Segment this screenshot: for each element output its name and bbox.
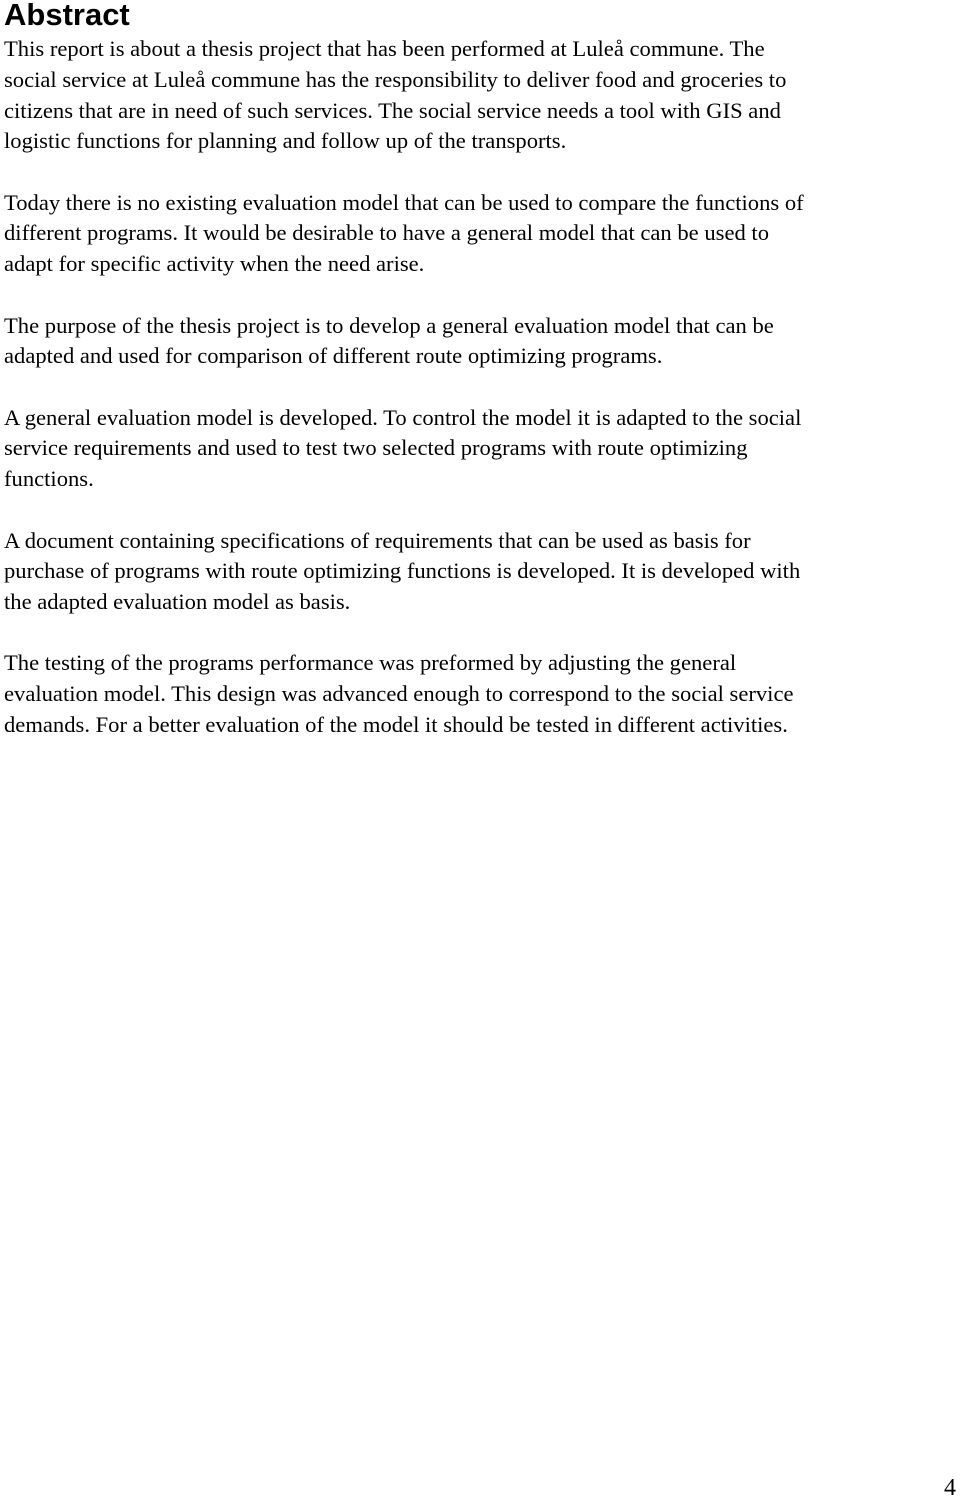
paragraph-1 bbox=[4, 34, 952, 157]
text-line: adapted and used for comparison of different route optimizing programs. bbox=[4, 343, 663, 369]
text-line: service requirements and used to test two selected programs with route optimizing bbox=[4, 435, 748, 461]
text-line: social service at Luleå commune has the responsibility to deliver food and groceries to bbox=[4, 66, 787, 92]
text-line: demands. For a better evaluation of the model it should be tested in different activities. bbox=[4, 712, 788, 738]
text-line: The purpose of the thesis project is to develop a general evaluation model that can be bbox=[4, 312, 774, 338]
text-line: Today there is no existing evaluation model that can be used to compare the functions of bbox=[4, 189, 804, 215]
text-line: logistic functions for planning and follow up of the transports. bbox=[4, 128, 567, 154]
paragraph-3 bbox=[4, 311, 952, 373]
text-line: This report is about a thesis project that has been performed at Luleå commune. The bbox=[4, 36, 765, 61]
text-line: adapt for specific activity when the need arise. bbox=[4, 251, 425, 277]
text-line: evaluation model. This design was advanced enough to correspond to the social service bbox=[4, 681, 794, 707]
text-line: different programs. It would be desirable to have a general model that can be used to bbox=[4, 220, 769, 246]
paragraph-5 bbox=[4, 526, 952, 618]
paragraph-4 bbox=[4, 403, 952, 495]
text-line: functions. bbox=[4, 466, 94, 492]
text-line: The testing of the programs performance was preformed by adjusting the general bbox=[4, 650, 737, 676]
abstract-body bbox=[4, 34, 952, 771]
text-line: citizens that are in need of such services. The social service needs a tool with GIS and bbox=[4, 97, 781, 123]
text-line: A document containing specifications of requirements that can be used as basis for bbox=[4, 527, 751, 553]
text-line: the adapted evaluation model as basis. bbox=[4, 589, 351, 615]
paragraph-6 bbox=[4, 648, 952, 740]
text-line: purchase of programs with route optimizing functions is developed. It is developed with bbox=[4, 558, 801, 584]
page-number: 4 bbox=[944, 1475, 956, 1501]
abstract-heading: Abstract bbox=[4, 0, 130, 32]
text-line: A general evaluation model is developed. To control the model it is adapted to the social bbox=[4, 404, 802, 430]
paragraph-2 bbox=[4, 188, 952, 280]
